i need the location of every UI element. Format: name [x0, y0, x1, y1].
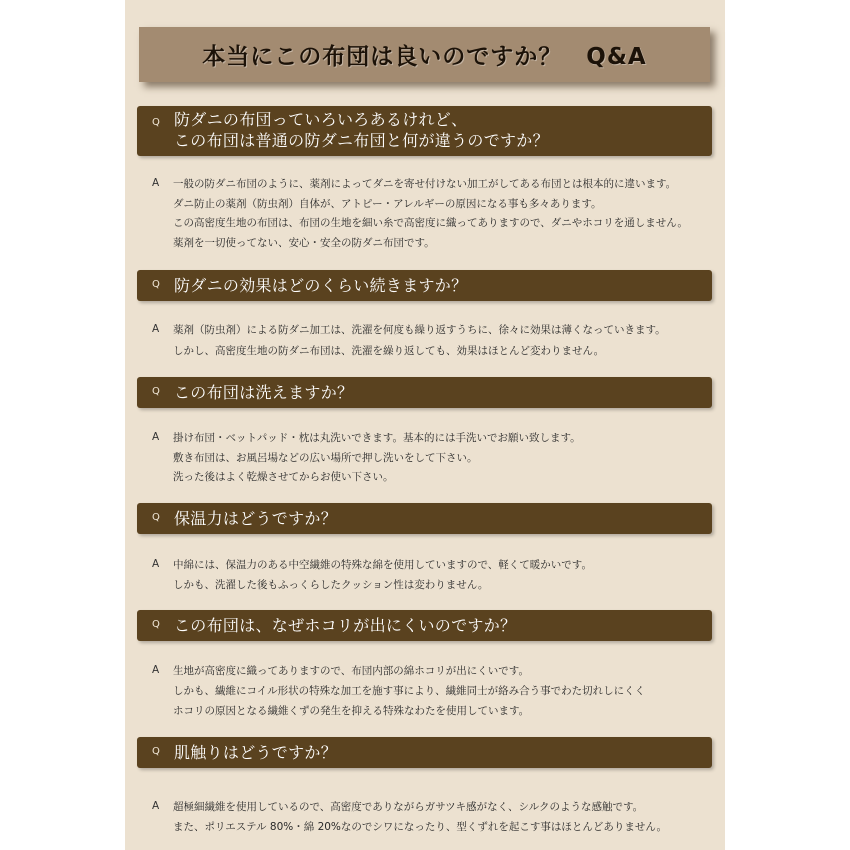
answer-line: ダニ防止の薬剤（防虫剤）自体が、アトピー・アレルギーの原因になる事も多々あります。 — [173, 198, 602, 210]
a-mark: A — [152, 177, 160, 189]
answer-line: また、ポリエステル 80%・綿 20%なのでシワになったり、型くずれを起こす事はほとんどありません。 — [173, 821, 668, 833]
answer-line: 薬剤（防虫剤）による防ダニ加工は、洗濯を何度も繰り返すうちに、徐々に効果は薄くなっていきます。 — [173, 324, 666, 336]
answer-line: しかも、洗濯した後もふっくらしたクッション性は変わりません。 — [173, 579, 489, 591]
answer-line: 一般の防ダニ布団のように、薬剤によってダニを寄せ付けない加工がしてある布団とは根本的に違います。 — [173, 178, 677, 190]
answer-line: この高密度生地の布団は、布団の生地を細い糸で高密度に織ってありますので、ダニやホコリを通しません。 — [173, 217, 688, 229]
answer-line: 生地が高密度に織ってありますので、布団内部の綿ホコリが出にくいです。 — [173, 665, 529, 677]
answer-line: 薬剤を一切使ってない、安心・安全の防ダニ布団です。 — [173, 237, 435, 249]
a-mark: A — [152, 558, 160, 570]
question-bar-4 — [137, 503, 712, 534]
answer-line: 掛け布団・ベットパッド・枕は丸洗いできます。基本的には手洗いでお願い致します。 — [173, 432, 581, 444]
answer-line: 超極細繊維を使用しているので、高密度でありながらガサツキ感がなく、シルクのような感触です。 — [173, 801, 644, 813]
question-line: この布団は、なぜホコリが出にくいのですか？ — [174, 616, 517, 635]
question-bar-3 — [137, 377, 712, 408]
q-mark: Q — [152, 386, 160, 397]
question-line: 防ダニの布団っていろいろあるけれど、 — [174, 110, 468, 129]
q-mark: Q — [152, 746, 160, 757]
question-line: 保温力はどうですか？ — [174, 509, 338, 528]
a-mark: A — [152, 431, 160, 443]
q-mark: Q — [152, 619, 160, 630]
a-mark: A — [152, 664, 160, 676]
question-bar-2 — [137, 270, 712, 301]
answer-line: 中綿には、保温力のある中空繊維の特殊な綿を使用していますので、軽くて暖かいです。 — [173, 559, 592, 571]
q-mark: Q — [152, 279, 160, 290]
answer-line: 洗った後はよく乾燥させてからお使い下さい。 — [173, 471, 394, 483]
question-bar-5 — [137, 610, 712, 641]
question-bar-1 — [137, 106, 712, 156]
a-mark: A — [152, 800, 160, 812]
q-mark: Q — [152, 117, 160, 128]
question-bar-6 — [137, 737, 712, 768]
answer-line: ホコリの原因となる繊維くずの発生を抑える特殊なわたを使用しています。 — [173, 705, 530, 717]
q-mark: Q — [152, 512, 160, 523]
question-line: 防ダニの効果はどのくらい続きますか？ — [174, 276, 468, 295]
answer-line: しかも、繊維にコイル形状の特殊な加工を施す事により、繊維同士が絡み合う事でわた切れしにくく — [173, 685, 646, 697]
question-line: 肌触りはどうですか？ — [174, 743, 338, 762]
answer-line: 敷き布団は、お風呂場などの広い場所で押し洗いをして下さい。 — [173, 452, 478, 464]
answer-line: しかし、高密度生地の防ダニ布団は、洗濯を繰り返しても、効果はほとんど変わりません。 — [173, 345, 605, 357]
title-banner — [139, 27, 710, 82]
a-mark: A — [152, 323, 160, 335]
question-line: この布団は洗えますか？ — [174, 383, 354, 402]
question-line: この布団は普通の防ダニ布団と何が違うのですか？ — [174, 131, 549, 150]
page-title: 本当にこの布団は良いのですか？ Q&A — [202, 44, 647, 70]
